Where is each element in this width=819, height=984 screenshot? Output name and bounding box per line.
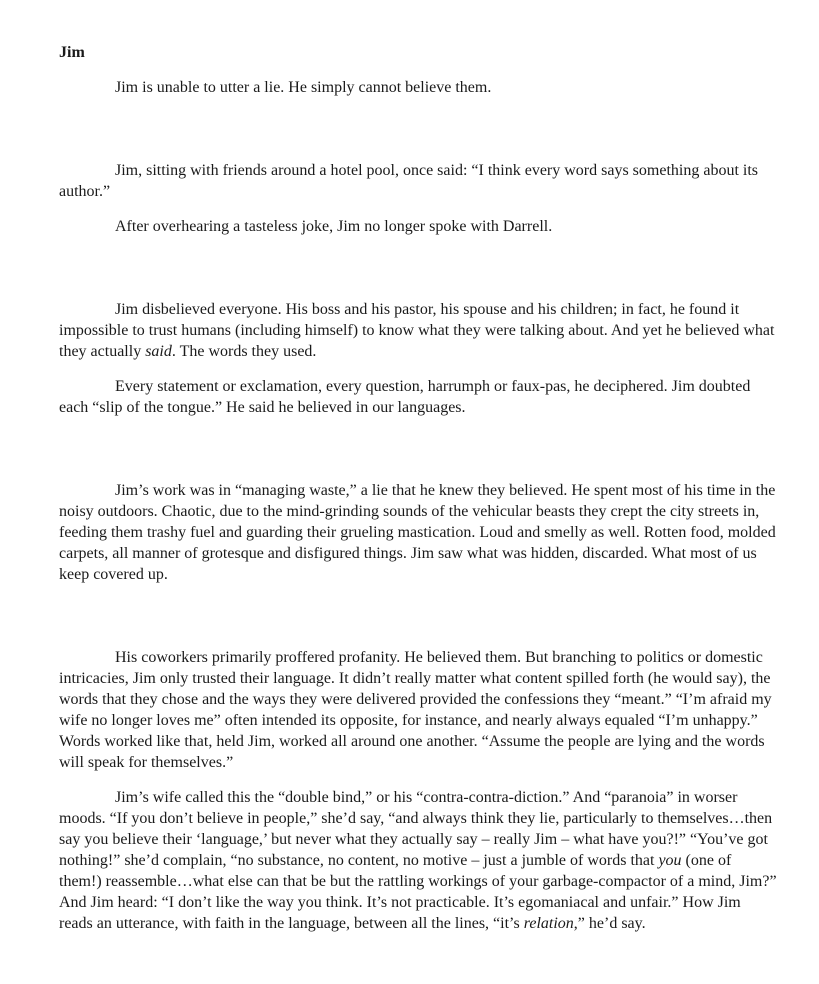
paragraph-4 xyxy=(59,299,777,362)
paragraph-5: Every statement or exclamation, every question, harrumph or faux-pas, he deciphered. Jim doubted each “slip of the tongue.” He said he believed in our languages. xyxy=(59,378,751,416)
paragraph-8-emphasis-you: you xyxy=(658,852,682,869)
paragraph-4-text-b: . The words they used. xyxy=(171,343,317,360)
paragraph-8-text-a: Jim’s wife called this the “double bind,” or his “contra-contra-diction.” And “paranoia” in worser moods. “If you don’t believe in people,” she’d say, “and always think they lie, particularly to themselves…then say you believe their ‘language,’ but never what they actually say – really Jim – what have you?!” “You’ve got nothing!” she’d complain, “no substance, no content, no motive – just a jumble of words that xyxy=(59,789,773,869)
paragraph-4-emphasis: said xyxy=(145,343,172,360)
section-gap xyxy=(59,251,777,299)
paragraph-4-text-a: Jim disbelieved everyone. His boss and his pastor, his spouse and his children; in fact, he found it impossible to trust humans (including himself) to know what they were talking about. And yet he believed what they actually xyxy=(59,301,775,360)
paragraph-8-emphasis-relation: relation xyxy=(523,915,574,932)
section-gap xyxy=(59,599,777,647)
document-title: Jim xyxy=(59,44,85,61)
paragraph-8-text-b: (one of them!) reassemble…what else can that be but the rattling workings of your garbage-compactor of a mind, Jim?” And Jim heard: “I don’t like the way you think. It’s not practicable. It’s egomaniacal and unfair.” How Jim reads an utterance, with faith in the language, between all the lines, “it’s xyxy=(59,852,777,932)
document-body xyxy=(59,42,777,948)
paragraph-1: Jim is unable to utter a lie. He simply cannot believe them. xyxy=(115,79,492,96)
paragraph-8-text-c: ,” he’d say. xyxy=(573,915,646,932)
section-gap xyxy=(59,112,777,160)
paragraph-6: Jim’s work was in “managing waste,” a lie that he knew they believed. He spent most of his time in the noisy outdoors. Chaotic, due to the mind-grinding sounds of the vehicular beasts they crept the city streets in, feeding them trashy fuel and guarding their grueling mastication. Loud and smelly as well. Rotten food, molded carpets, all manner of grotesque and disfigured things. Jim saw what was hidden, discarded. What most of us keep covered up. xyxy=(59,482,776,583)
section-gap xyxy=(59,432,777,480)
paragraph-8 xyxy=(59,787,777,934)
paragraph-7: His coworkers primarily proffered profanity. He believed them. But branching to politics or domestic intricacies, Jim only trusted their language. It didn’t really matter what content spilled forth (he would say), the words that they chose and the ways they were delivered provided the confessions they “meant.” “I’m afraid my wife no longer loves me” often intended its opposite, for instance, and nearly always equaled “I’m unhappy.” Words worked like that, held Jim, worked all around one another. “Assume the people are lying and the words will speak for themselves.” xyxy=(59,649,772,771)
paragraph-3: After overhearing a tasteless joke, Jim no longer spoke with Darrell. xyxy=(115,218,553,235)
paragraph-2: Jim, sitting with friends around a hotel pool, once said: “I think every word says something about its author.” xyxy=(59,162,759,200)
